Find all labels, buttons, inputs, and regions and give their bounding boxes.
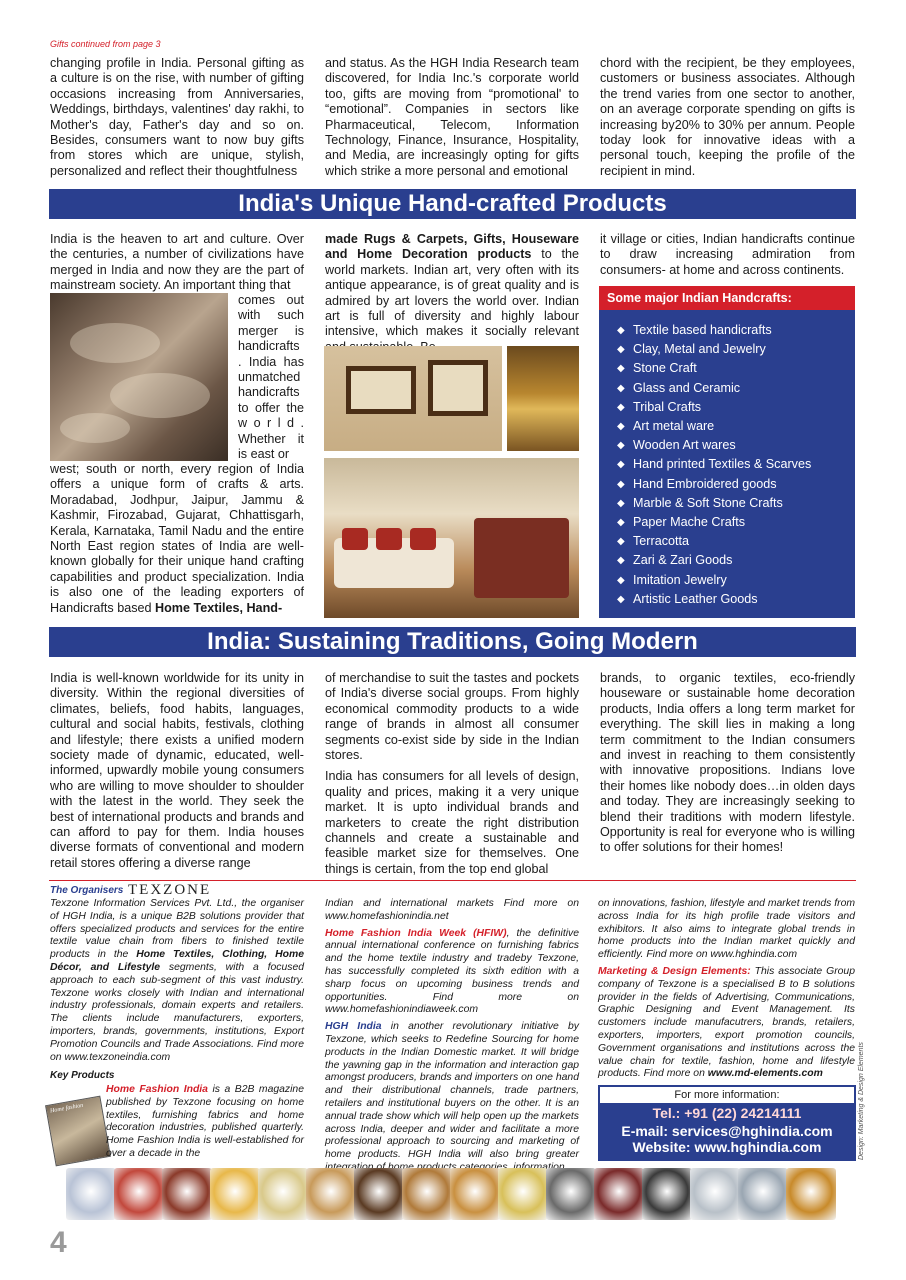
- living-room-photo: [324, 458, 579, 618]
- texzone-segments: Home Textiles, Clothing, Home Décor, and Lifestyle: [50, 949, 304, 973]
- craft-item: [617, 359, 811, 378]
- hfi-text: [106, 1084, 304, 1161]
- product-thumbnail: [450, 1168, 500, 1220]
- wall-art-photo: [324, 346, 502, 451]
- diamond-bullet-icon: ◆: [617, 440, 625, 452]
- handcrafted-column-1-text: west; south or north, every region of India offers a unique form of crafts & arts. Moradabad, Jodhpur, Jaipur, Jammu & Kashmir, Firozabad, Gujarat, Chhattisgarh, Kerala, Karnataka, Tamil Nadu and the entire North East region states of India are well-known globally for their unique hand crafting capabilities and product specialization. India is also one of the leading exporters of Handicrafts based: [50, 462, 304, 615]
- organisers-heading: The Organisers: [50, 885, 124, 896]
- magazine-cover-label: Home fashion: [49, 1102, 84, 1115]
- craft-item: [617, 398, 811, 417]
- contact-box: [598, 1085, 856, 1161]
- key-products-heading: Key Products: [50, 1070, 115, 1081]
- hfi-description: is a B2B magazine published by Texzone focusing on home textiles, furnishing fabrics and home decoration industries, published quarterly. Home Fashion India is well-established for over a decade in the: [106, 1084, 304, 1159]
- mde-description: This associate Group company of Texzone is a specialised B to B solutions provider in the fields of Advertising, Communications, Graphic Designing and Event Management. Its customers include manufacutrers, brands, retailers, exporters, importers, export promotion councils, Government organisations and institutions across the value chain for textile, fashion, home and lifestyle products. Find more on: [598, 965, 855, 1080]
- texzone-intro: Texzone Information Services Pvt. Ltd., the organiser of HGH India, is a unique B2B solutions provider that offers specialized products and services for the entire textile value chain from fibers to finished textile products in the: [50, 898, 304, 961]
- diamond-bullet-icon: ◆: [617, 555, 625, 567]
- diamond-bullet-icon: ◆: [617, 517, 625, 529]
- throw-blanket-photo: [50, 293, 228, 461]
- page-number: 4: [50, 1226, 67, 1259]
- product-thumbnail: [546, 1168, 596, 1220]
- craft-item: [617, 513, 811, 532]
- craft-item-label: Imitation Jewelry: [633, 572, 727, 587]
- hfiw-description: , the definitive annual international conference on furnishing fabrics and the home textile industry and tradeby Texzone, has successfully completed its sixth edition with a sharp focus on upcoming business trends and opportunities. Find more on www.homefashionindiaweek.com: [325, 927, 579, 1016]
- craft-item-label: Terracotta: [633, 534, 689, 549]
- traditions-column-2-para-1: of merchandise to suit the tastes and pockets of India's diverse social groups. From highly economical commodity products to a wide range of brands in almost all consumer segments co-exist side by side in the Indian stores.: [325, 671, 579, 763]
- traditions-column-1: India is well-known worldwide for its unity in diversity. Within the regional diversities of climates, beliefs, food habits, languages, cultural and social habits, festivals, clothing and lifestyle; there exists a unified modern society made of dynamic, educated, well-informed, upwardly mobile young consumers who are willing to move shoulder to shoulder with the latest in the world. They seek the best of international products and brands and can afford to pay for them. India houses diverse formats of conventional and modern retail stores offering a diverse range: [50, 671, 304, 870]
- craft-item-label: Textile based handicrafts: [633, 323, 772, 337]
- handcrafted-banner: India's Unique Hand-crafted Products: [49, 189, 856, 219]
- handcrafts-list: [617, 321, 811, 609]
- hfiw-name: Home Fashion India Week (HFIW): [325, 927, 507, 939]
- handcrafts-box: [599, 286, 855, 618]
- craft-item-label: Hand printed Textiles & Scarves: [633, 457, 812, 472]
- texzone-logo: TEXZONE: [128, 882, 212, 898]
- product-thumbnail: [258, 1168, 308, 1220]
- hgh-description: in another revolutionary initiative by Texzone, which seeks to Redefine Sourcing for home products in the Indian Domestic market. It will bridge the yawning gap in the information and interaction gap amongst producers, brands and importers on one hand and their distributional channels, trade partners, retailers and institutional buyers on the other. It is an annual trade show which will help open up the markets across India, deeper and wider and facilitate a more professional approach to sourcing and marketing of home products. HGH India will also bring greater: [325, 1021, 579, 1161]
- craft-item: [617, 551, 811, 570]
- handcrafted-column-1-wrap: comes out with such merger is handicrafts . India has unmatched handicrafts to offer the w o r l d . Whether it is east or: [238, 293, 304, 462]
- craft-item: [617, 571, 811, 590]
- contact-website: Website: www.hghindia.com: [632, 1139, 822, 1155]
- organisers-text: [50, 898, 304, 1064]
- craft-item-label: Hand Embroidered goods: [633, 476, 777, 491]
- diamond-bullet-icon: ◆: [617, 344, 625, 356]
- texzone-intro-rest: segments, with a focused approach to each sub-segment of this vast industry. Texzone works closely with Indian and international industry professionals, domain experts and retailers. The clients include manufacturers, exporters, importers, brands, governments, institutions, Export Promotion Councils and Trade Associations. Find more on www.texzoneindia.com: [50, 961, 305, 1063]
- gifts-column-2: and status. As the HGH India Research team discovered, for India Inc.'s corporate world too, gifts are moving from “promotional' to “emotional”. Companies in sectors like Pharmaceutical, Telecom, Information Technology, Finance, Insurance, Hospitality, and Media, are increasingly opting for gifts which strike a more personal and emotional: [325, 56, 579, 178]
- craft-item: [617, 321, 811, 340]
- craft-item: [617, 532, 811, 551]
- product-thumbnail: [66, 1168, 116, 1220]
- diamond-bullet-icon: ◆: [617, 593, 625, 605]
- magazine-cover: [45, 1096, 111, 1167]
- product-thumbnail: [306, 1168, 356, 1220]
- craft-item: [617, 379, 811, 398]
- section-divider: [49, 880, 856, 881]
- diamond-bullet-icon: ◆: [617, 401, 625, 413]
- handcrafted-column-1-bold: Home Textiles, Hand-: [155, 600, 283, 615]
- handcrafts-box-title: Some major Indian Handcrafts:: [599, 286, 855, 310]
- contact-phone: Tel.: +91 (22) 24214111: [652, 1105, 802, 1121]
- craft-item: [617, 436, 811, 455]
- continued-note: Gifts continued from page 3: [50, 39, 161, 49]
- product-thumbnail: [210, 1168, 260, 1220]
- hgh-name: HGH India: [325, 1021, 382, 1033]
- product-thumbnail: [786, 1168, 836, 1220]
- gifts-column-3: chord with the recipient, be they employees, customers or business associates. Although the trend varies from one sector to another, on an average corporate spending on gifts is increasing by20% to 30% per annum. People today look for innovative ideas with a personal touch, keeping the profile of the recipient in mind.: [600, 56, 855, 178]
- product-thumbnail: [594, 1168, 644, 1220]
- craft-item-label: Paper Mache Crafts: [633, 515, 745, 530]
- diamond-bullet-icon: ◆: [617, 536, 625, 548]
- diamond-bullet-icon: ◆: [617, 478, 625, 490]
- craft-item-label: Marble & Soft Stone Crafts: [633, 495, 783, 510]
- diamond-bullet-icon: ◆: [617, 459, 625, 471]
- contact-email: E-mail: services@hghindia.com: [621, 1123, 833, 1139]
- hfiw-paragraph: [325, 928, 579, 1018]
- diamond-bullet-icon: ◆: [617, 363, 625, 375]
- handcrafted-column-2: [325, 232, 579, 355]
- contact-label: For more information:: [600, 1087, 854, 1103]
- gifts-column-1: changing profile in India. Personal gifting as a culture is on the rise, with number of gifting occasions increasing from Anniversaries, Weddings, birthdays, valentines' day rakhi, to Mother's day, Father's day and so on. Besides, consumers want to now buy gifts from stores which are unique, stylish, personalized and reflect their thoughtfulness: [50, 56, 304, 178]
- product-thumbnail: [402, 1168, 452, 1220]
- craft-item-label: Artistic Leather Goods: [633, 591, 758, 606]
- hgh-continued: on innovations, fashion, lifestyle and market trends from across India for its high profile trade visitors and exhibitors. It also aims to integrate global trends in home products into the Indian market quickly and efficiently. Find more on www.hghindia.com: [598, 898, 856, 961]
- product-thumbnail: [738, 1168, 788, 1220]
- mde-paragraph: [598, 966, 855, 1081]
- craft-item-label: Tribal Crafts: [633, 399, 702, 414]
- handcrafted-column-1-top: India is the heaven to art and culture. Over the centuries, a number of civilizations have merged in India and now they are the part of mainstream society. An important thing that: [50, 232, 304, 293]
- mde-website: www.md-elements.com: [707, 1068, 823, 1080]
- handcrafted-column-3: it village or cities, Indian handicrafts continue to draw increasing admiration from consumers- at home and across continents.: [600, 232, 855, 277]
- craft-item-label: Stone Craft: [633, 361, 697, 376]
- craft-item: [617, 494, 811, 513]
- product-thumbnail: [162, 1168, 212, 1220]
- mde-name: Marketing & Design Elements:: [598, 965, 751, 977]
- diamond-bullet-icon: ◆: [617, 497, 625, 509]
- product-thumbnail: [642, 1168, 692, 1220]
- diamond-bullet-icon: ◆: [617, 325, 625, 336]
- craft-item-label: Art metal ware: [633, 419, 715, 434]
- organisers-middle-text: [325, 898, 579, 1179]
- craft-item-label: Glass and Ceramic: [633, 380, 741, 395]
- craft-item: [617, 340, 811, 359]
- craft-item: [617, 455, 811, 474]
- craft-item: [617, 475, 811, 494]
- handcrafted-column-2-text: to the world markets. Indian art, very often with its antique appearance, is of great quality and is admired by art lovers the world over. Indian art is full of diversity and highly labour intensive, which makes it socially relevant: [325, 247, 579, 339]
- craft-item: [617, 590, 811, 609]
- handcrafted-column-1-rest: [50, 462, 304, 616]
- design-credit: Design: Marketing & Design Elements: [858, 1042, 865, 1160]
- diamond-bullet-icon: ◆: [617, 382, 625, 394]
- organisers-right-text: [598, 898, 855, 1085]
- hfi-more: Indian and international markets Find more on www.homefashionindia.net: [325, 898, 579, 922]
- hgh-paragraph: [325, 1021, 579, 1175]
- craft-item-label: Wooden Art wares: [633, 438, 736, 453]
- craft-item-label: Zari & Zari Goods: [633, 553, 733, 568]
- traditions-column-3: brands, to organic textiles, eco-friendly houseware or sustainable home decoration products, India offers a long term market for everything. The skill lies in making a long term commitment to the Indian consumers and invest in reaching to them consistently with innovative propositions. Indians love their homes like nobody does…in olden days and today. They are increasingly seeking to blend their traditions with modern lifestyle. Opportunity is real for everyone who is willing to offer solutions for their homes!: [600, 671, 855, 855]
- product-thumbnail: [114, 1168, 164, 1220]
- hfi-name: Home Fashion India: [106, 1084, 208, 1095]
- traditions-column-2-para-2: India has consumers for all levels of design, quality and prices, making it a very unique market. It is upto individual brands and marketers to create the right distribution channels and create a sustainable and feasible market size for themselves. One things is certain, from the top end global: [325, 769, 579, 876]
- product-thumbnail: [354, 1168, 404, 1220]
- traditions-column-2: [325, 671, 579, 883]
- diamond-bullet-icon: ◆: [617, 574, 625, 586]
- diamond-bullet-icon: ◆: [617, 421, 625, 433]
- craft-item-label: Clay, Metal and Jewelry: [633, 342, 766, 357]
- brass-vase-photo: [507, 346, 579, 451]
- product-thumbnails: [66, 1168, 836, 1222]
- traditions-banner: India: Sustaining Traditions, Going Modern: [49, 627, 856, 657]
- product-thumbnail: [690, 1168, 740, 1220]
- handcrafted-column-2-bold: made Rugs & Carpets, Gifts, Houseware and Home Decoration products: [325, 232, 579, 262]
- product-thumbnail: [498, 1168, 548, 1220]
- craft-item: [617, 417, 811, 436]
